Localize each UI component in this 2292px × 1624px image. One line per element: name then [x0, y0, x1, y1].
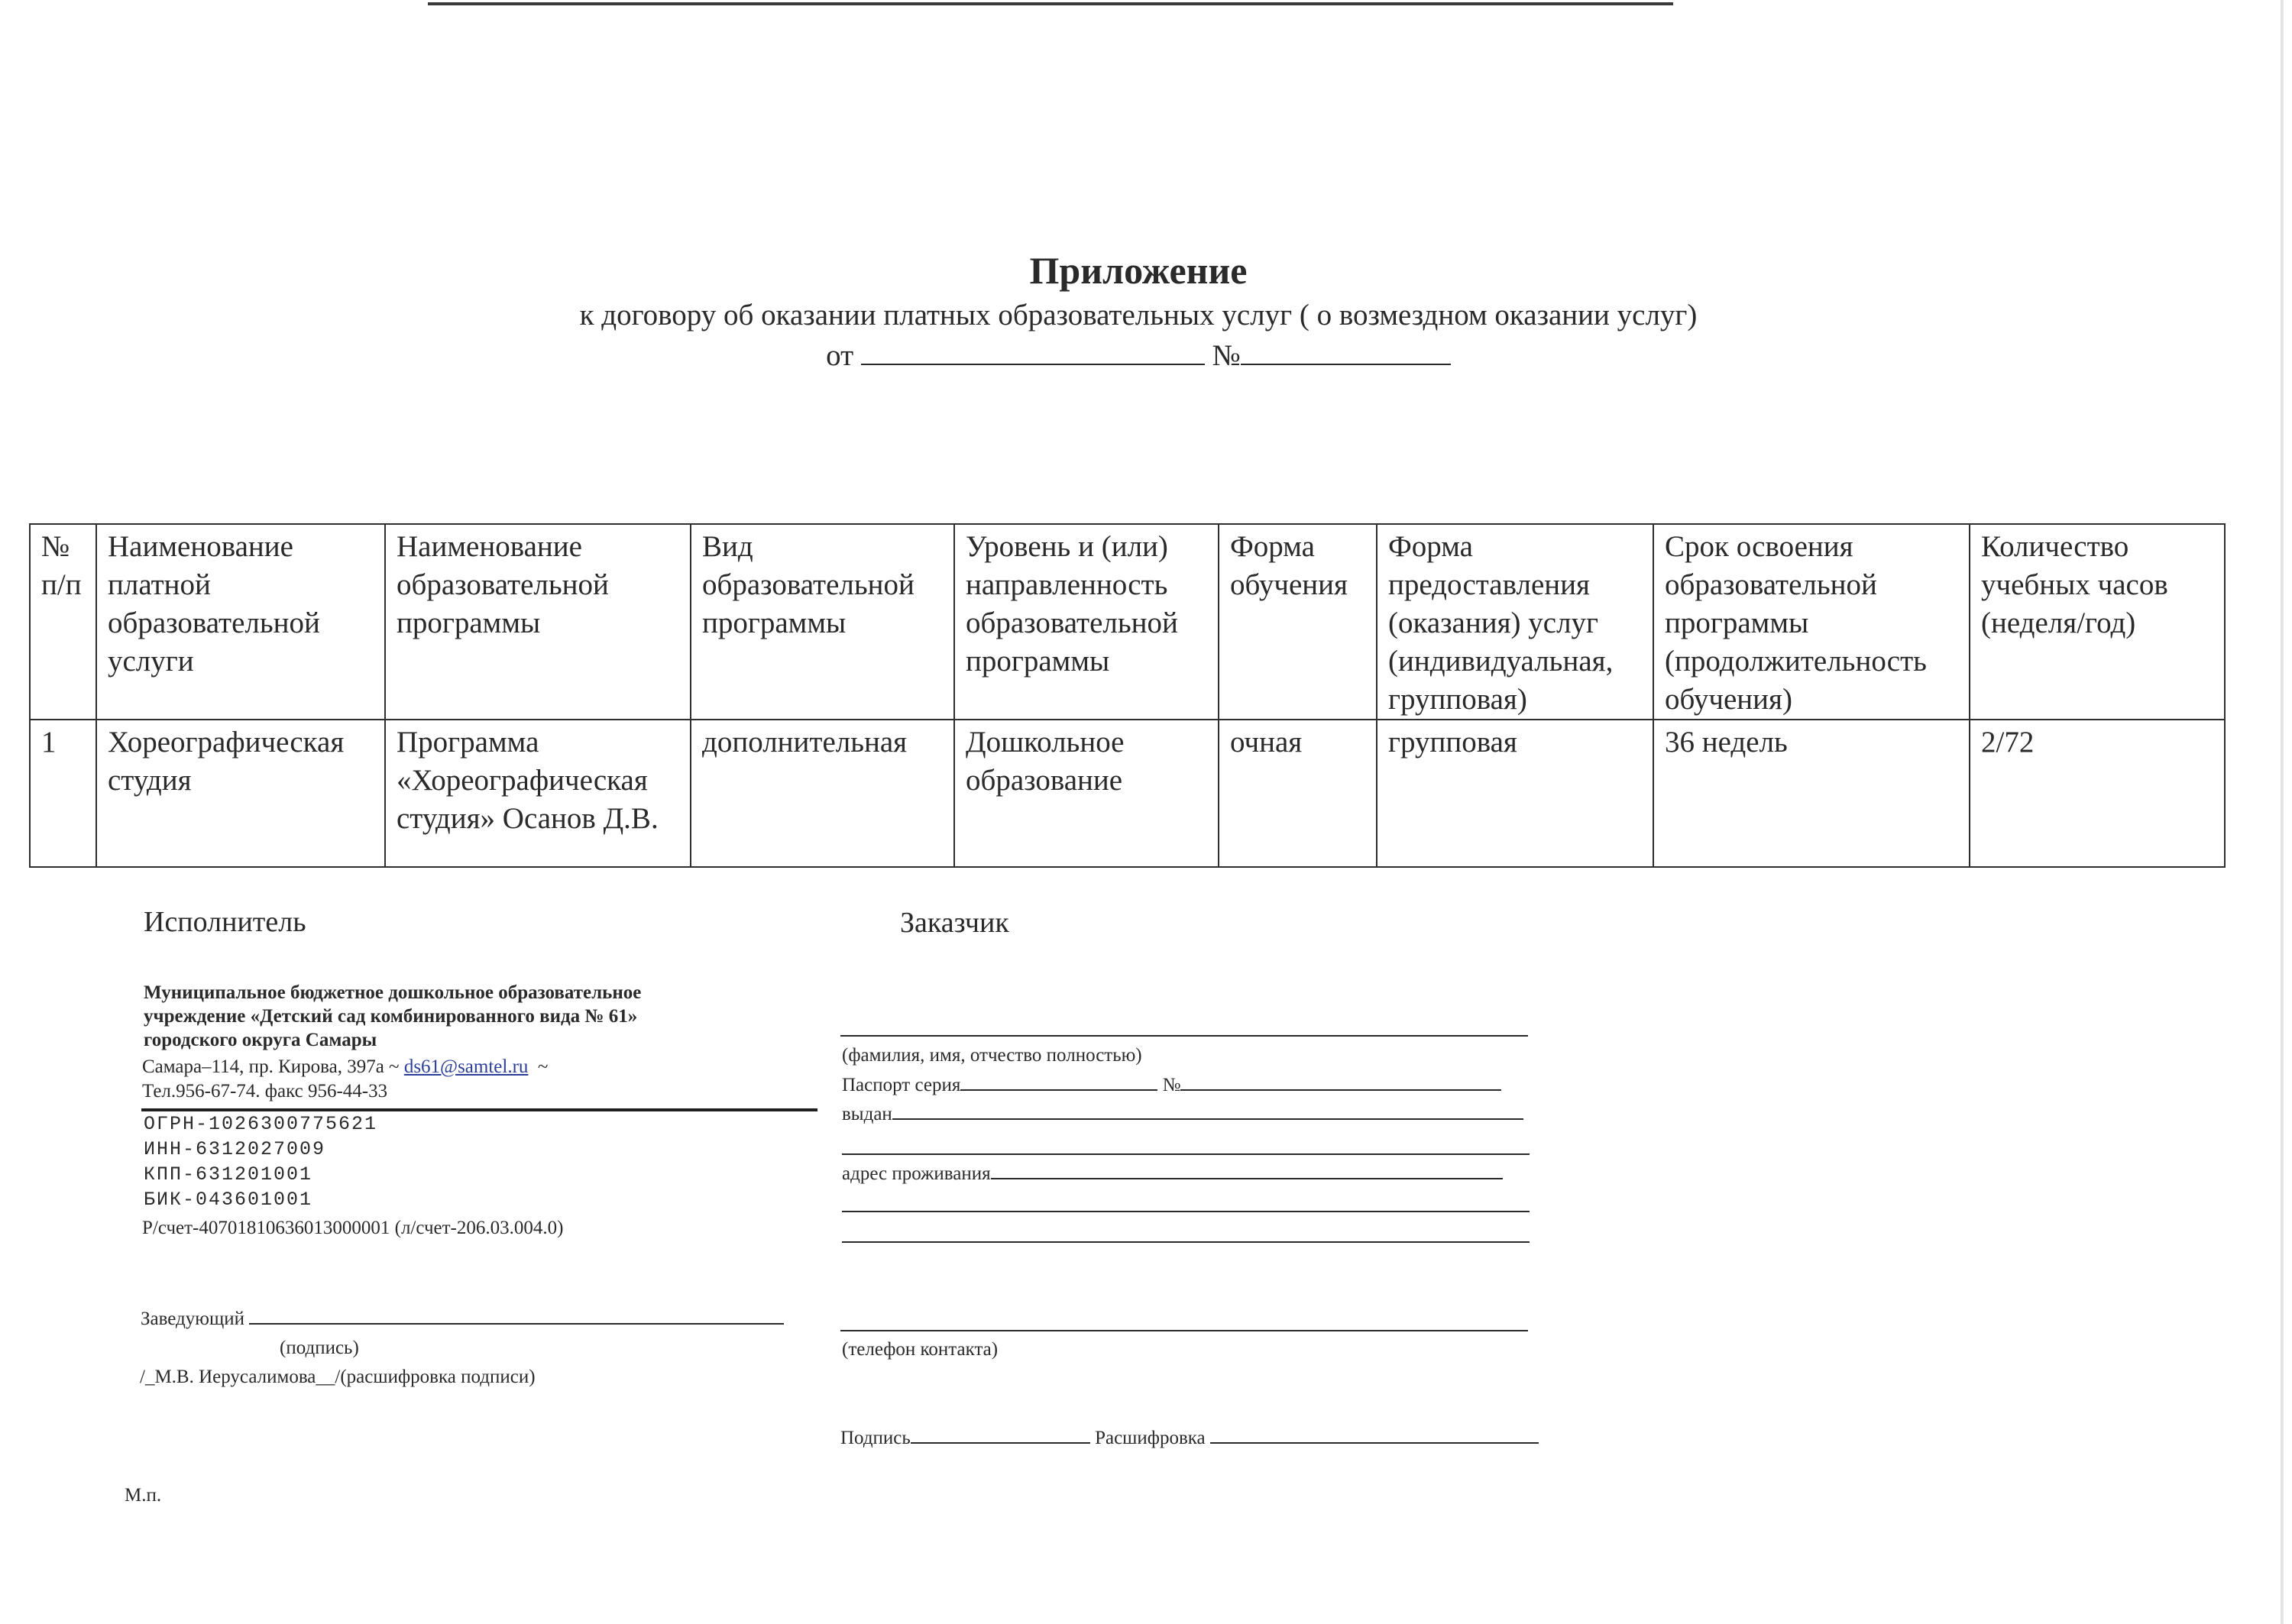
address-blank-line-2[interactable]	[842, 1211, 1530, 1212]
table-row	[30, 720, 2225, 867]
executor-email-link[interactable]: ds61@samtel.ru	[403, 1056, 529, 1077]
date-label: от	[826, 339, 854, 372]
executor-org-name	[144, 981, 641, 1052]
signature-blank[interactable]	[249, 1306, 784, 1325]
customer-decode-blank[interactable]	[1210, 1425, 1539, 1444]
column-header: Количество учебных часов (неделя/год)	[1970, 524, 2225, 720]
services-table	[29, 523, 2226, 868]
document-title: Приложение	[1029, 249, 1248, 292]
executor-head-signature-line: Заведующий	[141, 1306, 784, 1330]
customer-heading: Заказчик	[900, 907, 1009, 939]
issued-blank-line-2[interactable]	[842, 1153, 1530, 1155]
document-subtitle: к договору об оказании платных образовательных услуг ( о возмездном оказании услуг)	[579, 299, 1698, 332]
executor-heading: Исполнитель	[144, 906, 306, 938]
passport-number-blank[interactable]	[1180, 1072, 1501, 1091]
executor-account: Р/счет-40701810636013000001 (л/счет-206.03.004.0)	[142, 1218, 564, 1238]
table-cell: 36 недель	[1653, 720, 1970, 867]
passport-series-blank[interactable]	[960, 1072, 1157, 1091]
executor-phone: Тел.956-67-74. факс 956-44-33	[142, 1081, 388, 1102]
table-cell: дополнительная	[691, 720, 954, 867]
scan-top-edge	[428, 2, 1673, 5]
column-header: Вид образовательной программы	[691, 524, 954, 720]
phone-blank-line[interactable]	[840, 1330, 1528, 1331]
column-header: Наименование образовательной программы	[385, 524, 691, 720]
issued-blank[interactable]	[892, 1102, 1523, 1120]
table-cell: групповая	[1377, 720, 1653, 867]
table-cell: Хореографическая студия	[96, 720, 385, 867]
address-blank[interactable]	[991, 1161, 1503, 1179]
executor-requisites	[144, 1111, 377, 1212]
number-label: №	[1212, 339, 1241, 372]
passport-line: Паспорт серия №	[842, 1072, 1501, 1096]
fio-blank-line[interactable]	[840, 1035, 1528, 1037]
stamp-place: М.п.	[125, 1485, 162, 1506]
customer-signature-blank[interactable]	[911, 1425, 1090, 1444]
contract-date-number-line	[0, 336, 2277, 373]
date-blank	[861, 336, 1205, 365]
scan-right-edge	[2281, 0, 2284, 1624]
bik: БИК-043601001	[144, 1189, 313, 1211]
table-header-row	[30, 524, 2225, 720]
executor-address: Самара–114, пр. Кирова, 397а ~ ds61@samtel.ru ~	[142, 1056, 549, 1077]
column-header: Наименование платной образовательной услуги	[96, 524, 385, 720]
ogrn: ОГРН-1026300775621	[144, 1113, 378, 1135]
signature-decode: /_М.В. Иерусалимова__/(расшифровка подписи)	[140, 1367, 536, 1387]
table-cell: 2/72	[1970, 720, 2225, 867]
address-line: адрес проживания	[842, 1161, 1503, 1185]
signature-caption: (подпись)	[280, 1338, 359, 1358]
org-line: городского округа Самары	[144, 1030, 377, 1050]
column-header: Форма обучения	[1219, 524, 1377, 720]
phone-caption: (телефон контакта)	[842, 1339, 999, 1360]
address-blank-line-3[interactable]	[842, 1241, 1530, 1243]
table-cell: Программа «Хореографическая студия» Осанов Д.В.	[385, 720, 691, 867]
org-line: учреждение «Детский сад комбинированного вида № 61»	[144, 1006, 638, 1027]
inn: ИНН-6312027009	[144, 1138, 326, 1160]
column-header: Уровень и (или) направленность образовательной программы	[954, 524, 1219, 720]
number-blank	[1241, 336, 1451, 365]
org-line: Муниципальное бюджетное дошкольное образовательное	[144, 982, 642, 1003]
table-cell: 1	[30, 720, 96, 867]
table-cell: Дошкольное образование	[954, 720, 1219, 867]
column-header: Срок освоения образовательной программы (продолжительность обучения)	[1653, 524, 1970, 720]
issued-line: выдан	[842, 1102, 1523, 1125]
column-header: Форма предоставления (оказания) услуг (индивидуальная, групповая)	[1377, 524, 1653, 720]
kpp: КПП-631201001	[144, 1163, 313, 1186]
table-cell: очная	[1219, 720, 1377, 867]
customer-signature-line: Подпись Расшифровка	[840, 1425, 1539, 1449]
fio-caption: (фамилия, имя, отчество полностью)	[842, 1045, 1142, 1066]
column-header: № п/п	[30, 524, 96, 720]
